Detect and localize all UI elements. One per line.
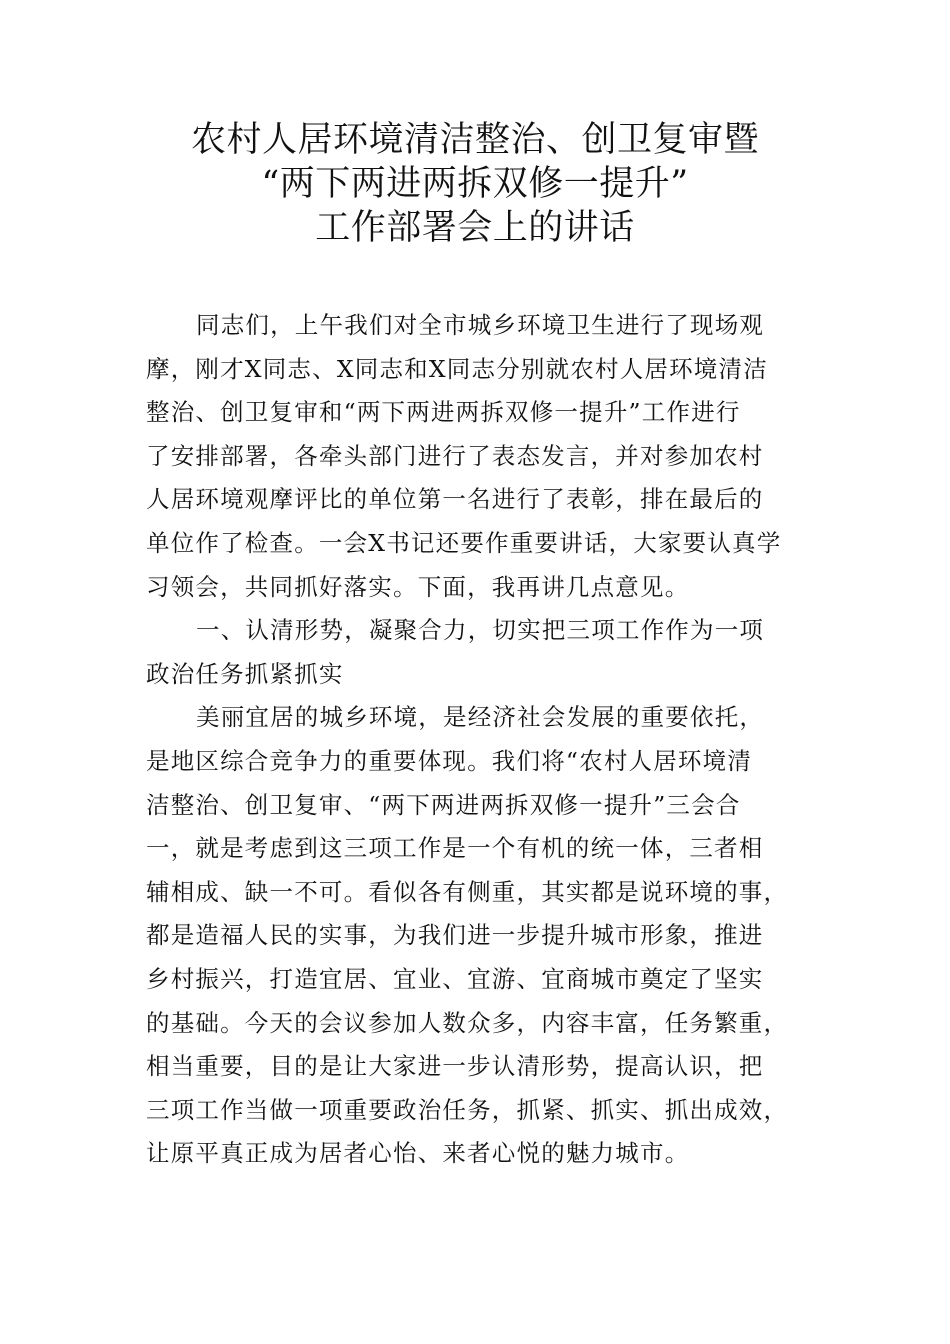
paragraph-1-line-1: 同志们，上午我们对全市城乡环境卫生进行了现场观	[196, 311, 765, 339]
paragraph-1-line-7: 习领会，共同抓好落实。下面，我再讲几点意见。	[146, 572, 690, 601]
paragraph-2-line-2: 是地区综合竞争力的重要体现。我们将“农村人居环境清	[146, 746, 753, 775]
paragraph-2-line-5: 辅相成、缺一不可。看似各有侧重，其实都是说环境的事，	[146, 877, 789, 906]
document-title	[0, 118, 950, 250]
paragraph-1-line-3: 整治、创卫复审和“两下两进两拆双修一提升”工作进行	[146, 398, 741, 427]
paragraph-2-line-10: 三项工作当做一项重要政治任务，抓紧、抓实、抓出成效，	[146, 1095, 789, 1124]
section-heading-line-2: 政治任务抓紧抓实	[146, 659, 344, 688]
paragraph-2-line-11: 让原平真正成为居者心怡、来者心悦的魅力城市。	[146, 1139, 690, 1168]
paragraph-2-line-8: 的基础。今天的会议参加人数众多，内容丰富，任务繁重，	[146, 1008, 789, 1037]
paragraph-2-line-3: 洁整治、创卫复审、“两下两进两拆双修一提升”三会合	[146, 790, 741, 819]
paragraph-1-line-2: 摩，刚才X同志、X同志和X同志分别就农村人居环境清洁	[146, 354, 768, 383]
paragraph-2-line-6: 都是造福人民的实事，为我们进一步提升城市形象，推进	[146, 921, 764, 950]
section-heading-line-1: 一、认清形势，凝聚合力，切实把三项工作作为一项	[196, 616, 765, 645]
paragraph-1-line-4: 了安排部署，各牵头部门进行了表态发言，并对参加农村	[146, 441, 764, 470]
title-line-1: 农村人居环境清洁整治、创卫复审暨	[190, 120, 759, 160]
paragraph-2-line-1: 美丽宜居的城乡环境，是经济社会发展的重要依托，	[196, 703, 765, 732]
document-body	[146, 304, 816, 1176]
paragraph-1-line-6: 单位作了检查。一会X书记还要作重要讲话，大家要认真学	[146, 528, 782, 557]
title-line-3: 工作部署会上的讲话	[315, 208, 635, 248]
paragraph-1-line-5: 人居环境观摩评比的单位第一名进行了表彰，排在最后的	[146, 485, 764, 514]
paragraph-2-line-9: 相当重要，目的是让大家进一步认清形势，提高认识，把	[146, 1052, 764, 1081]
title-line-2: “两下两进两拆双修一提升”	[261, 164, 689, 204]
paragraph-2-line-7: 乡村振兴，打造宜居、宜业、宜游、宜商城市奠定了坚实	[146, 964, 764, 993]
paragraph-2-line-4: 一，就是考虑到这三项工作是一个有机的统一体，三者相	[146, 834, 764, 863]
